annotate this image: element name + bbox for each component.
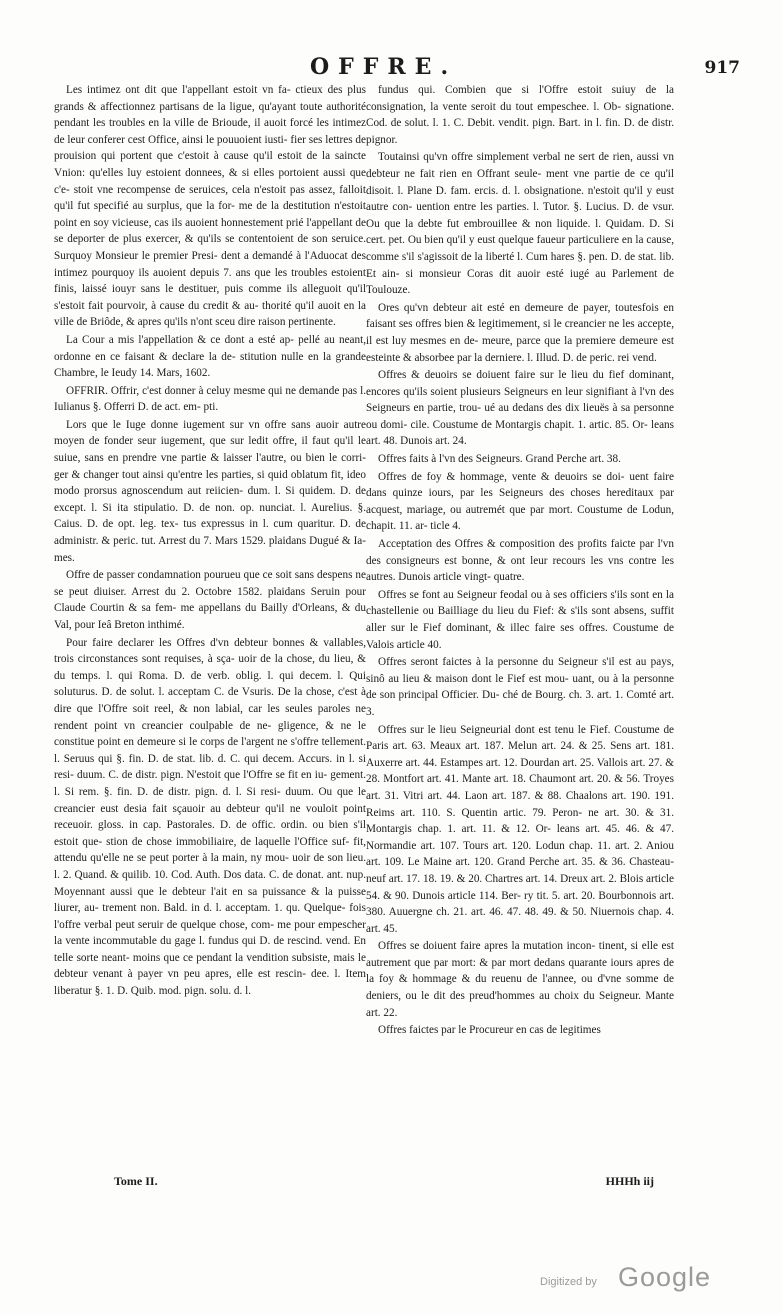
digitized-watermark (540, 1262, 740, 1302)
paragraph: OFFRIR. Offrir, c'est donner à celuy mesme qui ne demande pas l. Iulianus §. Offerri D. de act. em- pti. (54, 384, 366, 414)
paragraph: Offre de passer condamnation pourueu que ce soit sans despens ne se peut diuiser. Arrest du 2. Octobre 1582. plaidans Seruin pour Claude Courtin & sa fem- me appellans du Bailly d'Orleans, & du Val, pour Ieâ Breton inthimé. (54, 569, 366, 631)
paragraph: Lors que le Iuge donne iugement sur vn offre sans auoir autre moyen de fonder seur iugement, que sur ledit offre, il faut qu'il le suiue, sans en prendre vne partie & laisser l'autre, ou bien le corri- ger & changer tout ainsi qu'entre les parties, si quid oblatum fit, ideo modo prorsus agnoscendum aut reiicien- dum. l. Si quidem. D. de except. l. Si ita stipulatio. D. de non. op. nunciat. l. Aurelius. §. Caius. D. de opt. leg. tex- tus expressus in l. cum quaritur. D. de administr. & peric. tut. Arrest du 7. Mars 1529. plaidans Dugué & Ia- mes. (54, 418, 366, 564)
left-column (54, 82, 366, 1001)
digitized-by-label: Digitized by (540, 1276, 597, 1288)
right-column (366, 82, 674, 1040)
paragraph: La Cour a mis l'appellation & ce dont a esté ap- pellé au neant, ordonne en ce faisant & declare la de- stitution nulle en la grande Chambre, le Ieudy 14. Mars, 1602. (54, 333, 366, 380)
running-title: OFFRE. (310, 54, 458, 80)
paragraph: fundus qui. Combien que si l'Offre estoit suiuy de la consignation, la vente seroit du tout empeschee. l. Ob- signatione. Cod. de solut. l. 1. C. Debit. vendit. pign. Bart. in l. fin. D. de distr. pignor. (366, 84, 674, 146)
volume-label: Tome II. (114, 1174, 158, 1188)
paragraph: Offres seront faictes à la personne du Seigneur s'il est au pays, sinô au lieu & maison dont le Fief est mou- uant, ou à la personne de son principal Officier. Du- ché de Bourg. ch. 3. art. 1. Comté art. 3. (366, 656, 674, 718)
paragraph: Offres de foy & hommage, vente & deuoirs se doi- uent faire dans quinze iours, par les Seigneurs des choses hereditaux par acquest, mariage, ou autremét que par mort. Coustume de Lodun, chapit. 11. ar- ticle 4. (366, 470, 674, 533)
paragraph: Ores qu'vn debteur ait esté en demeure de payer, toutesfois en faisant ses offres bien & legitimement, si le creancier ne les accepte, il est luy mesmes en de- meure, parce que la premiere demeure est esteinte & absorbee par la derniere. l. Illud. D. de peric. rei vend. (366, 301, 674, 364)
paragraph: Offres faictes par le Procureur en cas de legitimes (378, 1024, 601, 1037)
paragraph: Pour faire declarer les Offres d'vn debteur bonnes & vallables, trois circonstances sont requises, à sça- uoir de la chose, du lieu, & du temps. l. qui Roma. D. de verb. oblig. l. qui decem. l. Qui soluturus. D. de solut. l. acceptam C. de Vsuris. De la chose, c'est à dire que l'Offre soit reel, & non labial, car les seules paroles ne rendent point vn creancier coulpable de ne- gligence, & ne le constitue point en demeure si le corps de l'argent ne s'offre tellement. l. Seruus qui §. fin. D. de stat. lib. d. C. qui decem. Accurs. in l. si resi- duum. C. de distr. pign. N'estoit que l'Offre se fit en iu- gement. l. Si rem. §. fin. D. de distr. pign. d. l. Si resi- duum. Ou que le creancier eust desia fait sçauoir au debteur qu'il ne vouloit point receuoir. gloss. in cap. Pastorales. D. de offic. ordin. ou bien s'il estoit que- stion de chose immobiliaire, de laquelle l'Office suf- fit, attendu qu'elle ne se peut porter à la main, ny mou- uoir de son lieu. l. 2. Quand. & quilib. 10. Cod. Auth. Dos data. C. de donat. ant. nup. Moyennant aussi que le debteur l'ait en sa puissance & la puisse liurer, au- trement non. Bald. in d. l. acceptam. 1. qu. Quelque- fois l'offre verbal peut seruir de quelque chose, com- me pour empescher la vente incommutable du gage l. fundus qui D. de rescind. vend. En telle sorte neant- moins que ce pendant la vendition subsiste, mais le debteur venant à payer vn peu apres, elle est rescin- dee. l. Item liberatur §. 1. D. Quib. mod. pign. solu. d. l. (54, 636, 366, 998)
page-header (40, 52, 740, 82)
paragraph: Offres faits à l'vn des Seigneurs. Grand Perche art. 38. (378, 453, 621, 466)
paragraph: Les intimez ont dit que l'appellant estoit vn fa- ctieux des plus grands & affectionnez partisans de la ligue, qu'ayant toute authorité pendant les troubles en la ville de Brioude, il auoit forcé les intimez de leur conferer cest Office, ainsi le pouuoient iusti- fier ses lettres de prouision qui portent que c'estoit à cause qu'il estoit de la saincte Vnion: qu'elles luy estoient donnees, & si elles portoient aussi que c'e- stoit vne recompense de seruices, cela n'estoit pas assez, falloit qu'il fut specifié au surplus, que la for- me de la destitution n'estoit point en soy vicieuse, cas ils auoient honnestement prié l'appellant de se deporter de plus exercer, & qu'ils se contentoient de son seruice. Surquoy Monsieur le premier Presi- dent a demandé à l'Aduocat des intimez pourquoy ils auoient depuis 7. ans que les troubles estoient finis, laissé iouyr sans le destituer, puis comme ils alleguoit qu'il s'estoit fait pourvoir, à cause du credit & au- thorité qu'il auoit en la ville de Briôde, & apres qu'ils n'ont sceu dire raison pertinente. (54, 84, 366, 329)
page-number: 917 (704, 58, 740, 78)
google-logo: Google (618, 1262, 712, 1292)
paragraph: Acceptation des Offres & composition des profits faicte par l'vn des consigneurs est bonne, & ont leur recours les vns contre les autres. Dunois article vingt- quatre. (366, 538, 674, 584)
paragraph: Offres se doiuent faire apres la mutation incon- tinent, si elle est autrement que par mort: & par mort dedans quarante iours apres de la foy & hommage & du reuenu de l'annee, ou d'vne somme de deniers, ou le dit des preud'hommes au choix du Seigneur. Mante art. 22. (366, 940, 674, 1019)
paragraph: Offres sur le lieu Seigneurial dont est tenu le Fief. Coustume de Paris art. 63. Meaux art. 187. Melun art. 24. & 25. Sens art. 181. Auxerre art. 44. Estampes art. 12. Dourdan art. 25. Vallois art. 27. & 28. Montfort art. 41. Mante art. 18. Chaumont art. 20. & 56. Troyes art. 31. Vitri art. 44. Laon art. 187. & 88. Chaalons art. 190. 191. Reims art. 110. S. Quentin artic. 79. Peron- ne art. 30. & 31. Montargis chap. 1. art. 11. & 12. Or- leans art. 45. 46. & 47. Normandie art. 107. Tours art. 120. Lodun chap. 11. art. 2. Aniou art. 109. Le Maine art. 120. Grand Perche art. 35. & 36. Chasteau- neuf art. 17. 18. 19. & 20. Chartres art. 14. Dreux art. 2. Blois article 54. & 90. Dunois article 114. Ber- ry tit. 5. art. 20. Bourbonnois art. 380. Auuergne ch. 21. art. 46. 47. 48. 49. & 50. Niuernois chap. 4. art. 45. (366, 723, 674, 935)
paragraph: Offres & deuoirs se doiuent faire sur le lieu du fief dominant, encores qu'ils soient plusieurs Seigneurs en leur signifiant à l'vn des Seigneurs en partie, trou- ué au dedans des dix lieuës à sa personne ou domi- cile. Coustume de Montargis chapit. 1. artic. 85. Or- leans art. 48. Dunois art. 24. (366, 369, 674, 448)
paragraph: Offres se font au Seigneur feodal ou à ses officiers s'ils sont en la chastellenie ou Bailliage du lieu du Fief: & s'ils sont absens, suffit aller sur le Fief dominant, & illec faire ses offres. Coustume de Valois article 40. (366, 588, 674, 651)
paragraph: Toutainsi qu'vn offre simplement verbal ne sert de rien, aussi vn debteur ne fait rien en Offrant seule- ment vne partie de ce qu'il disoit. l. Plane D. fam. ercis. d. l. obsignatione. n'estoit qu'il y eust autre con- uention entre les parties. l. Tutor. §. Lucius. D. de vsur. Ou que la debte fut embrouillee & non liquide. l. Quidam. D. Si cert. pet. Ou bien qu'il y eust quelque faueur particuliere en la cause, comme s'il s'agissoit de la liberté l. Cum hares §. pen. D. de stat. lib. Et ain- si monsieur Coras dit auoir esté iugé au Parlement de Toulouze. (366, 151, 674, 297)
signature-mark: HHHh iij (605, 1174, 654, 1188)
page-footer (54, 1174, 674, 1194)
